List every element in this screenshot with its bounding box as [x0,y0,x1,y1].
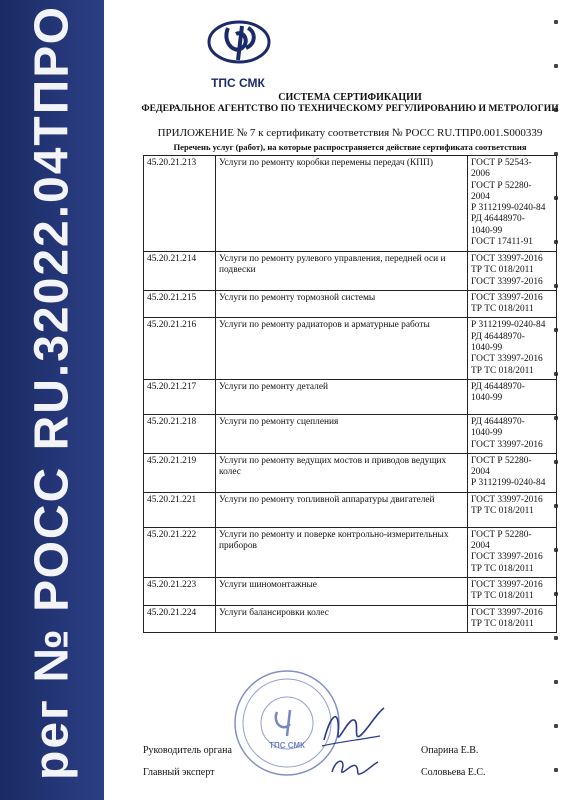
standard-reference: ТР ТС 018/2011 [471,618,534,629]
standards-cell [468,492,557,527]
standard-reference: ГОСТ 33997-2016 [471,439,543,450]
standard-reference: 2004 [471,467,490,478]
standard-reference: 1040-99 [471,428,503,439]
standard-reference: ТР ТС 018/2011 [471,506,534,517]
standards-cell [468,414,557,453]
service-name: Услуги по ремонту рулевого управления, передней оси и подвески [216,252,468,291]
standards-cell [468,527,557,577]
service-code: 45.20.21.216 [144,318,216,379]
standard-reference: ГОСТ 33997-2016 [471,276,543,287]
standards-cell [468,252,557,291]
service-name: Услуги по ремонту сцепления [216,414,468,453]
service-name: Услуги балансировки колес [216,605,468,633]
standard-reference: РД 46448970- [471,214,525,225]
table-row [144,290,557,318]
standard-reference: 2004 [471,541,490,552]
standards-cell [468,605,557,633]
certification-system-title: СИСТЕМА СЕРТИФИКАЦИИ [278,92,422,103]
service-name: Услуги по ремонту радиаторов и арматурные работы [216,318,468,379]
standard-reference: ГОСТ Р 52543- [471,158,532,168]
standards-cell [468,379,557,414]
service-name: Услуги по ремонту деталей [216,379,468,414]
standard-reference: РД 46448970- [471,331,525,342]
standard-reference: ТР ТС 018/2011 [471,591,534,602]
table-row [144,605,557,633]
services-table [143,155,557,633]
service-name: Услуги по ремонту и поверке контрольно-измерительных приборов [216,527,468,577]
tps-smk-logo-icon [198,8,280,84]
standard-reference: ГОСТ Р 52280- [471,529,532,540]
standards-cell [468,318,557,379]
service-code: 45.20.21.219 [144,453,216,492]
standards-cell [468,156,557,252]
standard-reference: ТР ТС 018/2011 [471,304,534,315]
standard-reference: Р 3112199-0240-84 [471,320,546,331]
standard-reference: ТР ТС 018/2011 [471,563,534,574]
service-code: 45.20.21.222 [144,527,216,577]
standard-reference: ГОСТ 33997-2016 [471,292,543,303]
signature-expert-icon [326,752,381,782]
standard-reference: ГОСТ 33997-2016 [471,494,543,505]
standard-reference: ГОСТ Р 52280- [471,180,532,191]
standard-reference: Р 3112199-0240-84 [471,203,546,214]
standard-reference: 1040-99 [471,393,503,404]
table-row [144,577,557,605]
service-code: 45.20.21.224 [144,605,216,633]
head-of-body-label: Руководитель органа [143,745,232,756]
service-code: 45.20.21.218 [144,414,216,453]
standard-reference: РД 46448970- [471,416,525,427]
standard-reference: ГОСТ 33997-2016 [471,579,543,590]
appendix-title: ПРИЛОЖЕНИЕ № 7 к сертификату соответствия № РОСС RU.ТПР0.001.S000339 [157,127,543,139]
table-row [144,379,557,414]
service-name: Услуги по ремонту топливной аппаратуры двигателей [216,492,468,527]
standard-reference: ГОСТ 17411-91 [471,237,533,248]
stamp-caption: ТПС СМК [269,741,305,750]
standard-reference: 1040-99 [471,225,503,236]
table-row [144,156,557,252]
standard-reference: ГОСТ Р 52280- [471,455,532,466]
head-of-body-name: Опарина Е.В. [421,745,479,756]
standard-reference: ТР ТС 018/2011 [471,265,534,276]
standard-reference: 2004 [471,191,490,202]
service-code: 45.20.21.221 [144,492,216,527]
standard-reference: ГОСТ 33997-2016 [471,552,543,563]
service-code: 45.20.21.217 [144,379,216,414]
list-subtitle: Перечень услуг (работ), на которые распространяется действие сертификата соответствия [173,142,527,152]
chief-expert-name: Соловьева Е.С. [421,767,486,778]
service-name: Услуги по ремонту коробки перемены передач (КПП) [216,156,468,252]
service-code: 45.20.21.214 [144,252,216,291]
table-row [144,252,557,291]
chief-expert-label: Главный эксперт [143,767,215,778]
standard-reference: ГОСТ 33997-2016 [471,607,543,618]
table-row [144,453,557,492]
agency-title: ФЕДЕРАЛЬНОЕ АГЕНТСТВО ПО ТЕХНИЧЕСКОМУ РЕГУЛИРОВАНИЮ И МЕТРОЛОГИИ [141,103,559,114]
service-name: Услуги по ремонту ведущих мостов и приводов ведущих колес [216,453,468,492]
service-code: 45.20.21.213 [144,156,216,252]
standards-cell [468,290,557,318]
registration-number-vertical: рег № РОСС RU.32022.04ТПРО [25,5,79,780]
logo-caption: ТПС СМК [211,76,265,90]
standards-cell [468,453,557,492]
signature-head-icon [318,700,388,755]
standard-reference: ТР ТС 018/2011 [471,365,534,376]
standard-reference: ГОСТ 33997-2016 [471,254,543,264]
table-row [144,492,557,527]
standard-reference: 1040-99 [471,343,503,354]
standard-reference: 2006 [471,169,490,180]
service-name: Услуги по ремонту тормозной системы [216,290,468,318]
standard-reference: Р 3112199-0240-84 [471,478,546,489]
service-name: Услуги шиномонтажные [216,577,468,605]
standard-reference: РД 46448970- [471,381,525,392]
standards-cell [468,577,557,605]
service-code: 45.20.21.215 [144,290,216,318]
standard-reference: ГОСТ 33997-2016 [471,354,543,365]
table-row [144,318,557,379]
table-row [144,527,557,577]
service-code: 45.20.21.223 [144,577,216,605]
registration-sidebar [0,0,104,800]
table-row [144,414,557,453]
